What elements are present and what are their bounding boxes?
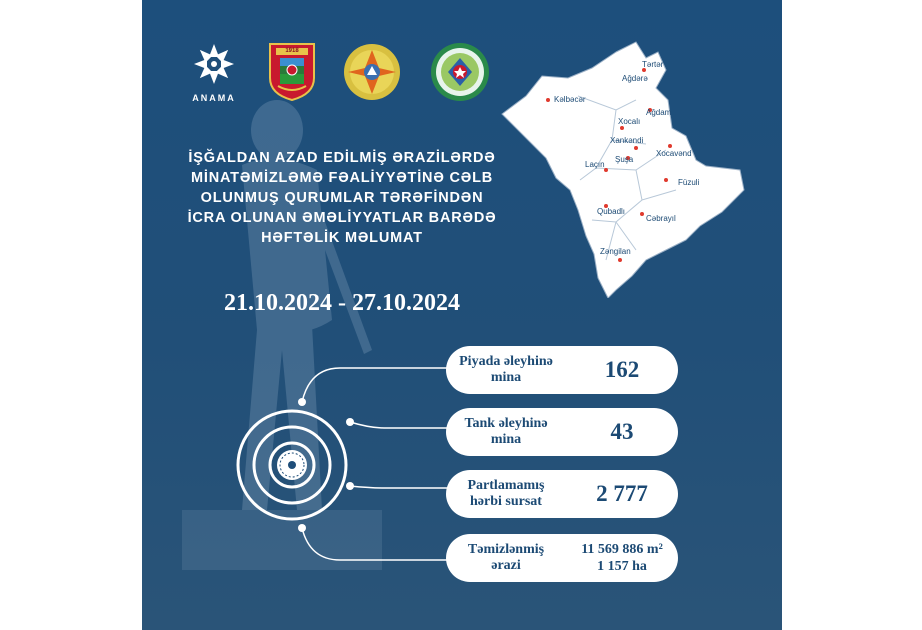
map-label-xocali: Xocalı: [618, 117, 641, 126]
map-label-susa: Şuşa: [615, 155, 634, 164]
stat-cleared-area: [446, 534, 678, 582]
stat-label: [446, 416, 566, 448]
map-label-kelbecer: Kəlbəcər: [554, 95, 586, 104]
stat-antitank-mines: [446, 408, 678, 456]
mine-action-emblem: [430, 42, 490, 102]
map-label-zengilan: Zəngilan: [600, 247, 631, 256]
stat-label: [446, 478, 566, 510]
stat-value: 162: [604, 357, 640, 382]
stat-label-line: mina: [490, 370, 522, 385]
stat-value-line: 1 157 ha: [597, 559, 647, 574]
stat-label-line: ərazi: [491, 558, 521, 573]
stat-value: [566, 541, 678, 575]
anama-text: ANAMA: [192, 93, 236, 103]
anama-logo: [182, 42, 246, 102]
map-label-agdere: Ağdərə: [622, 74, 648, 83]
map-label-cebrayil: Cəbrayıl: [646, 214, 676, 223]
emblem-year: 1918: [285, 48, 299, 54]
anama-star-icon: [182, 42, 246, 86]
infographic-poster: [142, 0, 782, 630]
headline-line: İCRA OLUNAN ƏMƏLİYYATLAR BARƏDƏ: [187, 210, 497, 226]
date-range: 21.10.2024 - 27.10.2024: [224, 290, 460, 316]
stat-label-line: Təmizlənmiş: [467, 542, 545, 557]
stat-value: 2 777: [596, 481, 648, 506]
emergency-ministry-emblem: [342, 42, 402, 102]
stat-label-line: Tank əleyhinə: [464, 416, 548, 431]
headline-line: İŞĞALDAN AZAD EDİLMİŞ ƏRAZİLƏRDƏ: [188, 150, 496, 166]
stat-label-line: mina: [490, 432, 522, 447]
map-label-agdam: Ağdam: [646, 108, 672, 117]
headline: [172, 148, 512, 248]
map-label-qubadli: Qubadlı: [597, 207, 626, 216]
stat-label: [446, 354, 566, 386]
map-label-xankendi: Xankəndi: [610, 136, 644, 145]
stat-value-line: 11 569 886 m²: [581, 542, 663, 557]
map-label-terter: Tərtər: [642, 60, 664, 69]
border-service-emblem: [268, 40, 316, 102]
headline-line: HƏFTƏLİK MƏLUMAT: [261, 230, 423, 246]
map-label-lacin: Laçın: [585, 160, 605, 169]
stat-label-line: Partlamamış: [467, 478, 545, 493]
stat-label-line: hərbi sursat: [470, 494, 542, 509]
mine-target-graphic: [230, 360, 460, 590]
stat-unexploded-ordnance: [446, 470, 678, 518]
headline-line: MİNATƏMİZLƏMƏ FƏALİYYƏTİNƏ CƏLB: [191, 170, 493, 186]
stat-antipersonnel-mines: [446, 346, 678, 394]
map-label-xocavend: Xocavənd: [656, 149, 692, 158]
stat-label-line: Piyada əleyhinə: [459, 354, 553, 369]
stat-value: 43: [610, 419, 634, 444]
map-label-fuzuli: Füzuli: [678, 178, 700, 187]
stat-label: [446, 542, 566, 574]
headline-line: OLUNMUŞ QURUMLAR TƏRƏFİNDƏN: [200, 190, 484, 206]
